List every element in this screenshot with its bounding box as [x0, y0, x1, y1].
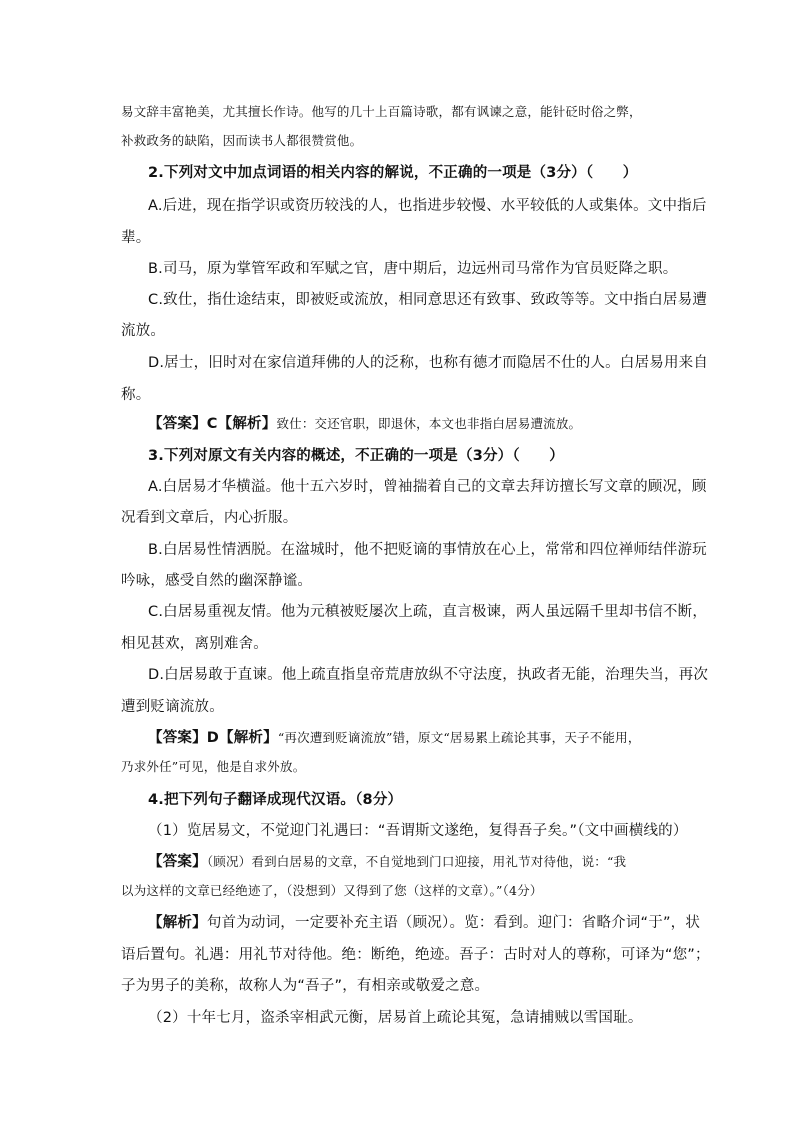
q2-option-a-line2: 辈。 — [121, 230, 151, 246]
q2-title: 2.下列对文中加点词语的相关内容的解说，不正确的一项是（3分）（ ） — [148, 165, 638, 181]
q2-option-c-line2: 流放。 — [121, 323, 166, 339]
q4-answer-line2: 以为这样的文章已经绝迹了，（没想到）又得到了您（这样的文章）。”（4分） — [121, 883, 543, 898]
q2-option-d-line2: 称。 — [121, 387, 151, 403]
q2-answer-text: 致仕：交还官职，即退休，本文也非指白居易遭流放。 — [276, 416, 582, 431]
q3-option-a-line1: A.白居易才华横溢。他十五六岁时，曾袖揣着自己的文章去拜访擅长写文章的顾况，顾 — [148, 479, 707, 495]
q3-option-c-line2: 相见甚欢，离别难舍。 — [121, 636, 268, 652]
q3-option-d-line1: D.白居易敢于直谏。他上疏直指皇帝荒唐放纵不守法度，执政者无能，治理失当，再次 — [148, 667, 709, 683]
q3-title: 3.下列对原文有关内容的概述，不正确的一项是（3分）（ ） — [148, 448, 564, 464]
q4-sentence-1: （1）览居易文，不觉迎门礼遇曰：“吾谓斯文遂绝，复得吾子矣。”（文中画横线的） — [148, 823, 688, 839]
intro-line-2: 补救政务的缺陷，因而读书人都很赞赏他。 — [121, 133, 363, 148]
q2-answer-label: 【答案】C【解析】 — [148, 416, 277, 432]
q4-explanation-line1 — [148, 913, 700, 933]
q3-option-a-line2: 况看到文章后，内心折服。 — [121, 510, 298, 526]
q4-answer-text: （顾况）看到白居易的文章，不自觉地到门口迎接，用礼节对待他，说：“我 — [206, 854, 627, 869]
q4-explanation-line3: 子为男子的美称，故称人为“吾子”，有相亲或敬爱之意。 — [121, 978, 490, 994]
q2-option-a-line1: A.后进，现在指学识或资历较浅的人，也指进步较慢、水平较低的人或集体。文中指后 — [148, 198, 707, 214]
q3-answer-line2: 乃求外任”可见，他是自求外放。 — [121, 759, 306, 774]
q2-option-c-line1: C.致仕，指仕途结束，即被贬或流放，相同意思还有致事、致政等等。文中指白居易遭 — [148, 292, 708, 308]
q4-answer-line1 — [148, 852, 626, 872]
q4-explanation-label: 【解析】 — [148, 915, 207, 931]
q4-answer-label: 【答案】 — [148, 854, 207, 870]
q2-answer — [148, 414, 581, 434]
q4-explanation-line2: 语后置句。礼遇：用礼节对待他。绝：断绝，绝迹。吾子：古时对人的尊称，可译为“您”； — [121, 947, 710, 963]
q4-title: 4.把下列句子翻译成现代汉语。（8分） — [148, 792, 403, 808]
q4-sentence-2: （2）十年七月，盗杀宰相武元衡，居易首上疏论其冤，急请捕贼以雪国耻。 — [148, 1010, 643, 1026]
intro-line-1: 易文辞丰富艳美，尤其擅长作诗。他写的几十上百篇诗歌，都有讽谏之意，能针砭时俗之弊， — [121, 104, 642, 119]
q4-explanation-text: 句首为动词，一定要补充主语（顾况）。览：看到。迎门：省略介词“于”，状 — [206, 915, 701, 931]
q3-answer-label: 【答案】D【解析】 — [148, 730, 278, 746]
q2-option-b: B.司马，原为掌管军政和军赋之官，唐中期后，边远州司马常作为官员贬降之职。 — [148, 261, 678, 277]
q3-option-d-line2: 遭到贬谪流放。 — [121, 699, 224, 715]
q2-option-d-line1: D.居士，旧时对在家信道拜佛的人的泛称，也称有德才而隐居不仕的人。白居易用来自 — [148, 355, 709, 371]
q3-option-c-line1: C.白居易重视友情。他为元稹被贬屡次上疏，直言极谏，两人虽远隔千里却书信不断， — [148, 604, 708, 620]
q3-option-b-line2: 吟咏，感受自然的幽深静谧。 — [121, 573, 313, 589]
q3-answer-text: “再次遭到贬谪流放”错，原文“居易累上疏论其事，天子不能用， — [277, 730, 641, 745]
q3-option-b-line1: B.白居易性情洒脱。在湓城时，他不把贬谪的事情放在心上，常常和四位禅师结伴游玩 — [148, 542, 707, 558]
q3-answer-line1 — [148, 728, 641, 748]
